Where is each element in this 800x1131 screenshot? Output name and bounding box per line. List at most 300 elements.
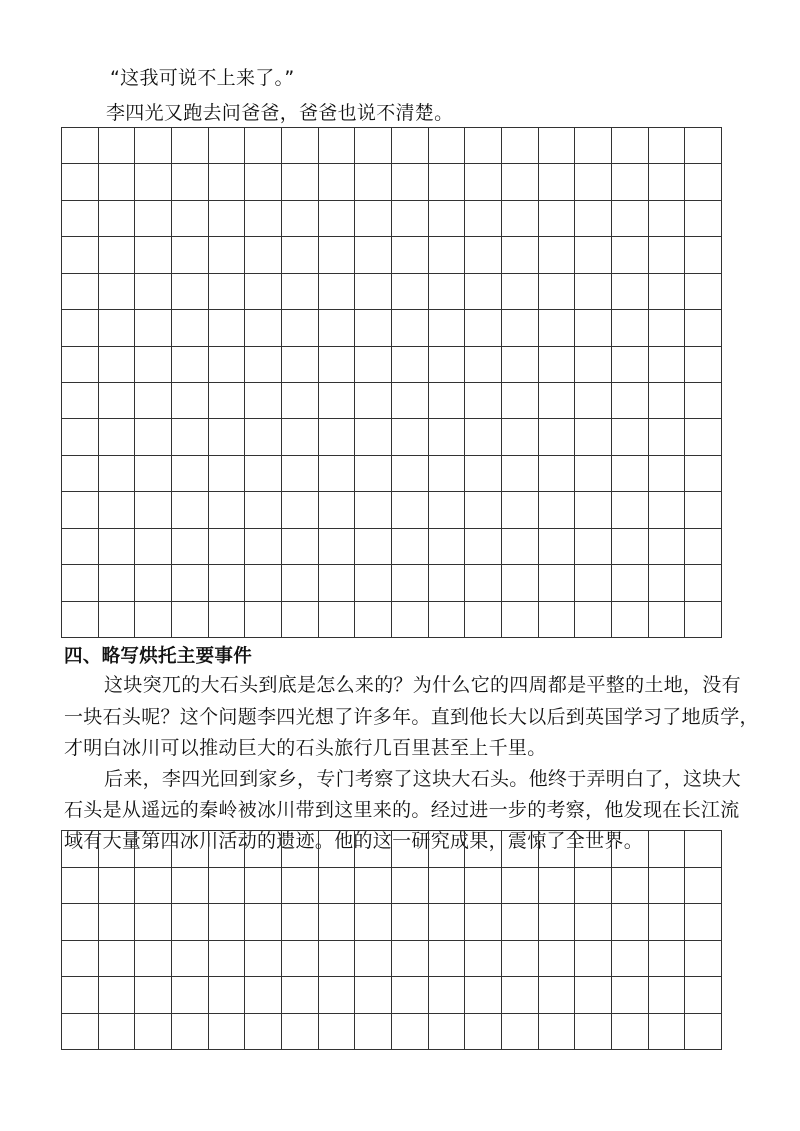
grid-cell[interactable] [612, 383, 649, 419]
grid-cell[interactable] [209, 904, 246, 941]
grid-cell[interactable] [245, 565, 282, 601]
grid-cell[interactable] [649, 977, 686, 1014]
grid-cell[interactable] [429, 456, 466, 492]
grid-cell[interactable] [575, 868, 612, 905]
grid-cell[interactable] [355, 941, 392, 978]
grid-cell[interactable] [465, 128, 502, 164]
grid-cell[interactable] [99, 128, 136, 164]
grid-cell[interactable] [62, 128, 99, 164]
grid-cell[interactable] [99, 456, 136, 492]
grid-cell[interactable] [465, 164, 502, 200]
grid-cell[interactable] [62, 941, 99, 978]
grid-cell[interactable] [319, 831, 356, 868]
grid-cell[interactable] [575, 347, 612, 383]
grid-cell[interactable] [539, 383, 576, 419]
grid-cell[interactable] [355, 1014, 392, 1051]
grid-cell[interactable] [502, 1014, 539, 1051]
grid-cell[interactable] [282, 602, 319, 638]
grid-cell[interactable] [429, 310, 466, 346]
grid-cell[interactable] [685, 419, 722, 455]
grid-cell[interactable] [319, 274, 356, 310]
grid-cell[interactable] [245, 941, 282, 978]
grid-cell[interactable] [209, 128, 246, 164]
grid-cell[interactable] [62, 456, 99, 492]
grid-cell[interactable] [355, 529, 392, 565]
grid-cell[interactable] [575, 1014, 612, 1051]
grid-cell[interactable] [392, 904, 429, 941]
grid-cell[interactable] [685, 237, 722, 273]
grid-cell[interactable] [245, 419, 282, 455]
grid-cell[interactable] [612, 492, 649, 528]
grid-cell[interactable] [392, 383, 429, 419]
grid-cell[interactable] [465, 419, 502, 455]
grid-cell[interactable] [135, 419, 172, 455]
grid-cell[interactable] [612, 347, 649, 383]
grid-cell[interactable] [355, 977, 392, 1014]
grid-cell[interactable] [62, 164, 99, 200]
grid-cell[interactable] [539, 868, 576, 905]
grid-cell[interactable] [465, 347, 502, 383]
grid-cell[interactable] [355, 492, 392, 528]
grid-cell[interactable] [135, 201, 172, 237]
grid-cell[interactable] [429, 419, 466, 455]
grid-cell[interactable] [282, 419, 319, 455]
grid-cell[interactable] [502, 274, 539, 310]
grid-cell[interactable] [172, 868, 209, 905]
grid-cell[interactable] [355, 904, 392, 941]
grid-cell[interactable] [319, 529, 356, 565]
grid-cell[interactable] [539, 602, 576, 638]
grid-cell[interactable] [245, 383, 282, 419]
grid-cell[interactable] [245, 492, 282, 528]
grid-cell[interactable] [649, 529, 686, 565]
grid-cell[interactable] [209, 492, 246, 528]
grid-cell[interactable] [282, 492, 319, 528]
grid-cell[interactable] [209, 977, 246, 1014]
grid-cell[interactable] [319, 310, 356, 346]
grid-cell[interactable] [429, 201, 466, 237]
grid-cell[interactable] [539, 128, 576, 164]
grid-cell[interactable] [539, 274, 576, 310]
grid-cell[interactable] [502, 237, 539, 273]
grid-cell[interactable] [649, 1014, 686, 1051]
grid-cell[interactable] [685, 128, 722, 164]
grid-cell[interactable] [245, 1014, 282, 1051]
grid-cell[interactable] [575, 904, 612, 941]
grid-cell[interactable] [392, 310, 429, 346]
grid-cell[interactable] [319, 492, 356, 528]
grid-cell[interactable] [135, 565, 172, 601]
grid-cell[interactable] [99, 529, 136, 565]
grid-cell[interactable] [172, 201, 209, 237]
grid-cell[interactable] [319, 383, 356, 419]
grid-cell[interactable] [465, 941, 502, 978]
grid-cell[interactable] [685, 602, 722, 638]
grid-cell[interactable] [539, 419, 576, 455]
grid-cell[interactable] [319, 237, 356, 273]
grid-cell[interactable] [319, 164, 356, 200]
grid-cell[interactable] [502, 831, 539, 868]
grid-cell[interactable] [685, 529, 722, 565]
grid-cell[interactable] [209, 602, 246, 638]
grid-cell[interactable] [282, 237, 319, 273]
grid-cell[interactable] [99, 602, 136, 638]
grid-cell[interactable] [282, 565, 319, 601]
grid-cell[interactable] [99, 347, 136, 383]
grid-cell[interactable] [209, 274, 246, 310]
grid-cell[interactable] [282, 977, 319, 1014]
grid-cell[interactable] [429, 602, 466, 638]
grid-cell[interactable] [209, 941, 246, 978]
grid-cell[interactable] [465, 201, 502, 237]
grid-cell[interactable] [319, 977, 356, 1014]
grid-cell[interactable] [245, 529, 282, 565]
grid-cell[interactable] [99, 201, 136, 237]
grid-cell[interactable] [172, 383, 209, 419]
grid-cell[interactable] [172, 529, 209, 565]
grid-cell[interactable] [245, 868, 282, 905]
grid-cell[interactable] [502, 419, 539, 455]
grid-cell[interactable] [172, 456, 209, 492]
grid-cell[interactable] [355, 274, 392, 310]
grid-cell[interactable] [282, 456, 319, 492]
grid-cell[interactable] [612, 1014, 649, 1051]
grid-cell[interactable] [245, 128, 282, 164]
grid-cell[interactable] [539, 310, 576, 346]
grid-cell[interactable] [575, 565, 612, 601]
grid-cell[interactable] [135, 237, 172, 273]
grid-cell[interactable] [392, 128, 429, 164]
grid-cell[interactable] [685, 492, 722, 528]
grid-cell[interactable] [612, 529, 649, 565]
grid-cell[interactable] [245, 977, 282, 1014]
grid-cell[interactable] [319, 904, 356, 941]
grid-cell[interactable] [539, 492, 576, 528]
grid-cell[interactable] [575, 164, 612, 200]
grid-cell[interactable] [245, 347, 282, 383]
grid-cell[interactable] [282, 1014, 319, 1051]
grid-cell[interactable] [575, 977, 612, 1014]
grid-cell[interactable] [465, 237, 502, 273]
grid-cell[interactable] [649, 310, 686, 346]
grid-cell[interactable] [355, 128, 392, 164]
grid-cell[interactable] [99, 492, 136, 528]
grid-cell[interactable] [135, 274, 172, 310]
grid-cell[interactable] [135, 310, 172, 346]
grid-cell[interactable] [209, 237, 246, 273]
grid-cell[interactable] [429, 529, 466, 565]
grid-cell[interactable] [612, 164, 649, 200]
grid-cell[interactable] [245, 237, 282, 273]
grid-cell[interactable] [99, 274, 136, 310]
grid-cell[interactable] [612, 565, 649, 601]
grid-cell[interactable] [685, 941, 722, 978]
grid-cell[interactable] [685, 310, 722, 346]
grid-cell[interactable] [502, 128, 539, 164]
grid-cell[interactable] [685, 456, 722, 492]
grid-cell[interactable] [99, 383, 136, 419]
grid-cell[interactable] [319, 456, 356, 492]
grid-cell[interactable] [282, 941, 319, 978]
grid-cell[interactable] [649, 904, 686, 941]
grid-cell[interactable] [172, 237, 209, 273]
grid-cell[interactable] [539, 456, 576, 492]
grid-cell[interactable] [62, 1014, 99, 1051]
grid-cell[interactable] [172, 128, 209, 164]
grid-cell[interactable] [502, 383, 539, 419]
grid-cell[interactable] [575, 529, 612, 565]
grid-cell[interactable] [245, 201, 282, 237]
grid-cell[interactable] [465, 492, 502, 528]
writing-grid-top[interactable] [61, 127, 722, 638]
grid-cell[interactable] [429, 565, 466, 601]
grid-cell[interactable] [502, 868, 539, 905]
grid-cell[interactable] [135, 456, 172, 492]
grid-cell[interactable] [649, 347, 686, 383]
grid-cell[interactable] [612, 419, 649, 455]
grid-cell[interactable] [172, 602, 209, 638]
grid-cell[interactable] [685, 831, 722, 868]
grid-cell[interactable] [392, 274, 429, 310]
grid-cell[interactable] [172, 977, 209, 1014]
grid-cell[interactable] [62, 565, 99, 601]
grid-cell[interactable] [685, 1014, 722, 1051]
grid-cell[interactable] [355, 565, 392, 601]
grid-cell[interactable] [245, 456, 282, 492]
grid-cell[interactable] [575, 831, 612, 868]
grid-cell[interactable] [355, 602, 392, 638]
grid-cell[interactable] [685, 383, 722, 419]
grid-cell[interactable] [539, 904, 576, 941]
grid-cell[interactable] [319, 868, 356, 905]
grid-cell[interactable] [649, 565, 686, 601]
grid-cell[interactable] [649, 831, 686, 868]
grid-cell[interactable] [502, 492, 539, 528]
grid-cell[interactable] [575, 602, 612, 638]
grid-cell[interactable] [649, 941, 686, 978]
grid-cell[interactable] [429, 868, 466, 905]
grid-cell[interactable] [539, 977, 576, 1014]
grid-cell[interactable] [99, 164, 136, 200]
grid-cell[interactable] [612, 310, 649, 346]
grid-cell[interactable] [62, 529, 99, 565]
grid-cell[interactable] [502, 529, 539, 565]
grid-cell[interactable] [392, 164, 429, 200]
grid-cell[interactable] [355, 456, 392, 492]
grid-cell[interactable] [649, 492, 686, 528]
grid-cell[interactable] [575, 383, 612, 419]
grid-cell[interactable] [502, 904, 539, 941]
grid-cell[interactable] [649, 383, 686, 419]
grid-cell[interactable] [539, 201, 576, 237]
grid-cell[interactable] [392, 456, 429, 492]
grid-cell[interactable] [429, 977, 466, 1014]
grid-cell[interactable] [135, 904, 172, 941]
grid-cell[interactable] [685, 201, 722, 237]
grid-cell[interactable] [355, 831, 392, 868]
grid-cell[interactable] [99, 977, 136, 1014]
grid-cell[interactable] [62, 347, 99, 383]
grid-cell[interactable] [135, 941, 172, 978]
grid-cell[interactable] [209, 1014, 246, 1051]
grid-cell[interactable] [135, 868, 172, 905]
grid-cell[interactable] [62, 201, 99, 237]
grid-cell[interactable] [649, 237, 686, 273]
grid-cell[interactable] [392, 201, 429, 237]
grid-cell[interactable] [209, 419, 246, 455]
grid-cell[interactable] [135, 383, 172, 419]
grid-cell[interactable] [685, 565, 722, 601]
grid-cell[interactable] [575, 128, 612, 164]
grid-cell[interactable] [465, 602, 502, 638]
grid-cell[interactable] [539, 1014, 576, 1051]
grid-cell[interactable] [135, 128, 172, 164]
grid-cell[interactable] [465, 565, 502, 601]
grid-cell[interactable] [429, 128, 466, 164]
grid-cell[interactable] [612, 237, 649, 273]
grid-cell[interactable] [355, 164, 392, 200]
grid-cell[interactable] [612, 456, 649, 492]
writing-grid-bottom[interactable] [61, 830, 722, 1050]
grid-cell[interactable] [612, 977, 649, 1014]
grid-cell[interactable] [612, 201, 649, 237]
grid-cell[interactable] [575, 941, 612, 978]
grid-cell[interactable] [355, 347, 392, 383]
grid-cell[interactable] [429, 492, 466, 528]
grid-cell[interactable] [429, 383, 466, 419]
grid-cell[interactable] [502, 977, 539, 1014]
grid-cell[interactable] [429, 274, 466, 310]
grid-cell[interactable] [99, 868, 136, 905]
grid-cell[interactable] [392, 237, 429, 273]
grid-cell[interactable] [685, 164, 722, 200]
grid-cell[interactable] [135, 977, 172, 1014]
grid-cell[interactable] [172, 310, 209, 346]
grid-cell[interactable] [62, 492, 99, 528]
grid-cell[interactable] [282, 347, 319, 383]
grid-cell[interactable] [429, 831, 466, 868]
grid-cell[interactable] [135, 602, 172, 638]
grid-cell[interactable] [539, 347, 576, 383]
grid-cell[interactable] [539, 941, 576, 978]
grid-cell[interactable] [62, 310, 99, 346]
grid-cell[interactable] [172, 164, 209, 200]
grid-cell[interactable] [649, 201, 686, 237]
grid-cell[interactable] [319, 1014, 356, 1051]
grid-cell[interactable] [209, 868, 246, 905]
grid-cell[interactable] [209, 310, 246, 346]
grid-cell[interactable] [62, 419, 99, 455]
grid-cell[interactable] [575, 419, 612, 455]
grid-cell[interactable] [135, 492, 172, 528]
grid-cell[interactable] [319, 941, 356, 978]
grid-cell[interactable] [649, 128, 686, 164]
grid-cell[interactable] [209, 164, 246, 200]
grid-cell[interactable] [172, 347, 209, 383]
grid-cell[interactable] [539, 237, 576, 273]
grid-cell[interactable] [245, 310, 282, 346]
grid-cell[interactable] [392, 1014, 429, 1051]
grid-cell[interactable] [392, 977, 429, 1014]
grid-cell[interactable] [612, 831, 649, 868]
grid-cell[interactable] [539, 831, 576, 868]
grid-cell[interactable] [62, 602, 99, 638]
grid-cell[interactable] [282, 201, 319, 237]
grid-cell[interactable] [392, 868, 429, 905]
grid-cell[interactable] [282, 310, 319, 346]
grid-cell[interactable] [99, 941, 136, 978]
grid-cell[interactable] [172, 1014, 209, 1051]
grid-cell[interactable] [172, 492, 209, 528]
grid-cell[interactable] [245, 602, 282, 638]
grid-cell[interactable] [612, 274, 649, 310]
grid-cell[interactable] [282, 831, 319, 868]
grid-cell[interactable] [685, 868, 722, 905]
grid-cell[interactable] [465, 904, 502, 941]
grid-cell[interactable] [465, 831, 502, 868]
grid-cell[interactable] [282, 128, 319, 164]
grid-cell[interactable] [429, 1014, 466, 1051]
grid-cell[interactable] [135, 831, 172, 868]
grid-cell[interactable] [99, 310, 136, 346]
grid-cell[interactable] [355, 383, 392, 419]
grid-cell[interactable] [649, 419, 686, 455]
grid-cell[interactable] [135, 1014, 172, 1051]
grid-cell[interactable] [172, 274, 209, 310]
grid-cell[interactable] [539, 565, 576, 601]
grid-cell[interactable] [429, 941, 466, 978]
grid-cell[interactable] [502, 164, 539, 200]
grid-cell[interactable] [612, 904, 649, 941]
grid-cell[interactable] [465, 868, 502, 905]
grid-cell[interactable] [465, 383, 502, 419]
grid-cell[interactable] [465, 529, 502, 565]
grid-cell[interactable] [99, 565, 136, 601]
grid-cell[interactable] [539, 529, 576, 565]
grid-cell[interactable] [282, 383, 319, 419]
grid-cell[interactable] [392, 831, 429, 868]
grid-cell[interactable] [685, 347, 722, 383]
grid-cell[interactable] [355, 237, 392, 273]
grid-cell[interactable] [392, 419, 429, 455]
grid-cell[interactable] [355, 310, 392, 346]
grid-cell[interactable] [502, 941, 539, 978]
grid-cell[interactable] [62, 274, 99, 310]
grid-cell[interactable] [99, 419, 136, 455]
grid-cell[interactable] [209, 831, 246, 868]
grid-cell[interactable] [99, 904, 136, 941]
grid-cell[interactable] [209, 529, 246, 565]
grid-cell[interactable] [99, 1014, 136, 1051]
grid-cell[interactable] [172, 419, 209, 455]
grid-cell[interactable] [172, 565, 209, 601]
grid-cell[interactable] [502, 456, 539, 492]
grid-cell[interactable] [612, 602, 649, 638]
grid-cell[interactable] [465, 456, 502, 492]
grid-cell[interactable] [209, 456, 246, 492]
grid-cell[interactable] [575, 201, 612, 237]
grid-cell[interactable] [62, 237, 99, 273]
grid-cell[interactable] [429, 237, 466, 273]
grid-cell[interactable] [62, 383, 99, 419]
grid-cell[interactable] [282, 164, 319, 200]
grid-cell[interactable] [502, 347, 539, 383]
grid-cell[interactable] [319, 602, 356, 638]
grid-cell[interactable] [575, 492, 612, 528]
grid-cell[interactable] [282, 274, 319, 310]
grid-cell[interactable] [355, 201, 392, 237]
grid-cell[interactable] [135, 529, 172, 565]
